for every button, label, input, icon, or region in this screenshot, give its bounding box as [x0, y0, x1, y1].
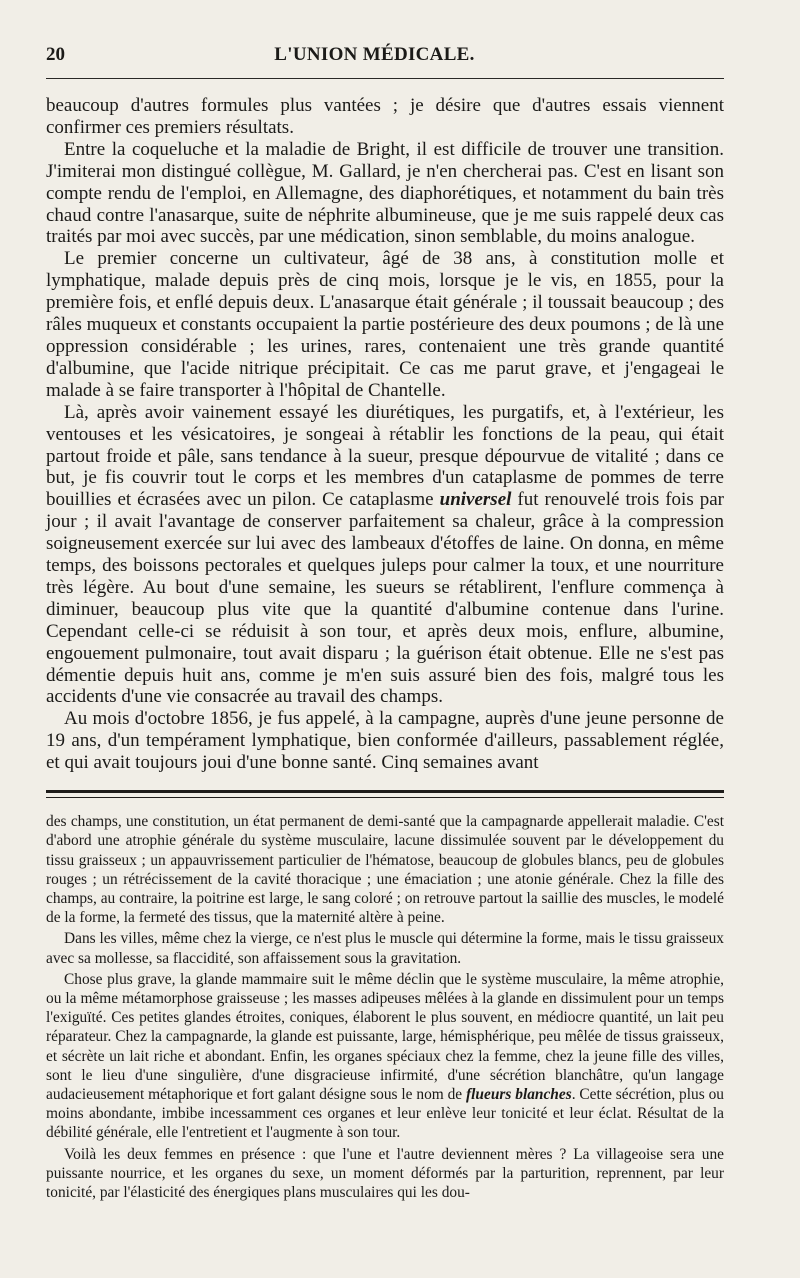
footnote-paragraph: Dans les villes, même chez la vierge, ce n'est plus le muscle qui détermine la forme, mais le tissu graisseux avec sa mollesse, sa flaccidité, son affaissement sous la gravitation.	[46, 930, 724, 967]
footnote-paragraph	[46, 970, 724, 1143]
footnote-paragraph: des champs, une constitution, un état permanent de demi-santé que la campagnarde appellerait maladie. C'est d'abord une atrophie générale du système musculaire, lacune dissimulée souvent par le développement du tissu graisseux ; un appauvrissement particulier de l'hématose, beaucoup de globules blancs, peu de globules rouges ; un rétrécissement de la cavité thoracique ; une émaciation ; une atonie générale. Chez la fille des champs, au contraire, la poitrine est large, le sang coloré ; on retrouve partout la saillie des muscles, le modelé de la forme, la fermeté des tissus, que la maternité altère à peine.	[46, 813, 724, 927]
paragraph: beaucoup d'autres formules plus vantées ; je désire que d'autres essais viennent confirmer ces premiers résultats.	[46, 95, 724, 138]
running-title: L'UNION MÉDICALE.	[274, 44, 475, 65]
page-number: 20	[46, 44, 65, 65]
text-run: . Cette sécrétion, plus ou moins abondante, imbibe incessamment ces organes et leur enlève leur tonicité et leur éclat. Résultat de la débilité générale, elle l'entretient et l'augmente à son tour.	[46, 1085, 724, 1142]
main-text	[46, 95, 724, 774]
italic-word: universel	[439, 489, 512, 511]
footnote	[46, 812, 724, 1202]
text-run: Chose plus grave, la glande mammaire suit le même déclin que le système musculaire, la même atrophie, ou la même métamorphose graisseuse ; les masses adipeuses mêlées à la glande en dissimulent pour un temps l'exiguïté. Ces petites glandes étroites, coniques, élaborent le plus souvent, en médiocre quantité, un lait peu réparateur. Chez la campagnarde, la glande est puissante, large, hémisphérique, peu mêlée de tissus graisseux, et sécrète un lait riche et abondant. Enfin, les organes spéciaux chez la femme, chez la jeune fille des villes, sont le lieu d'une singulière, d'une disgracieuse infirmité, d'une sécrétion blanchâtre, qu'un langage audacieusement métaphorique et fort galant désigne sous le nom de	[46, 970, 724, 1103]
page-header	[46, 44, 724, 79]
footnote-paragraph: Voilà les deux femmes en présence : que l'une et l'autre deviennent mères ? La villageoise sera une puissante nourrice, et les organes du sexe, un moment déformés par la parturition, reprennent, par leur tonicité, par l'élasticité des énergiques plans musculaires qui les dou-	[46, 1145, 724, 1201]
text-run: fut renouvelé trois fois par jour ; il avait l'avantage de conserver parfaitement sa chaleur, grâce à la compression soigneusement exercée sur lui avec des lambeaux d'étoffes de laine. On donna, en même temps, des boissons pectorales et quelques juleps pour calmer la toux, et une nourriture très légère. Au bout d'une semaine, les sueurs se rétablirent, l'enflure commença à diminuer, beaucoup plus vite que la quantité d'albumine contenue dans l'urine. Cependant celle-ci se réduisit à son tour, et après deux mois, enflure, albumine, engouement pulmonaire, tout avait disparu ; la guérison était obtenue. Elle ne s'est pas démentie depuis huit ans, comme je m'en suis assuré bien des fois, malgré tous les accidents d'une vie consacrée au travail des champs.	[46, 489, 724, 708]
paragraph: Entre la coqueluche et la maladie de Bright, il est difficile de trouver une transition. J'imiterai mon distingué collègue, M. Gallard, je n'en chercherai pas. C'est en lisant son compte rendu de l'emploi, en Allemagne, des diaphorétiques, et notamment du bain très chaud contre l'anasarque, suite de néphrite albumineuse, que je me suis rappelé deux cas traités par moi avec succès, par une médication, sinon semblable, du moins analogue.	[46, 138, 724, 248]
text-run: Là, après avoir vainement essayé les diurétiques, les purgatifs, et, à l'extérieur, les ventouses et les vésicatoires, je songeai à rétablir les fonctions de la peau, qui était partout froide et pâle, sans tendance à la sueur, presque dépourvue de vitalité ; dans ce but, je fis couvrir tout le corps et les membres d'un cataplasme de pommes de terre bouillies et écrasées avec un pilon. Ce cataplasme	[46, 401, 724, 511]
paragraph: Au mois d'octobre 1856, je fus appelé, à la campagne, auprès d'une jeune personne de 19 ans, d'un tempérament lymphatique, bien conformée d'ailleurs, passablement réglée, et qui avait toujours joui d'une bonne santé. Cinq semaines avant	[46, 708, 724, 774]
footnote-separator	[46, 790, 724, 798]
paragraph: Le premier concerne un cultivateur, âgé de 38 ans, à constitution molle et lymphatique, malade depuis près de cinq mois, lorsque je le vis, en 1855, pour la première fois, et enflé depuis deux. L'anasarque était générale ; il toussait beaucoup ; des râles muqueux et constants occupaient la partie postérieure des deux poumons ; de là une oppression considérable ; les urines, rares, contenaient une très grande quantité d'albumine, que l'acide nitrique précipitait. Ce cas me parut grave, et j'engageai le malade à se faire transporter à l'hôpital de Chantelle.	[46, 248, 724, 401]
italic-phrase: flueurs blanches	[466, 1085, 572, 1103]
paragraph	[46, 402, 724, 709]
